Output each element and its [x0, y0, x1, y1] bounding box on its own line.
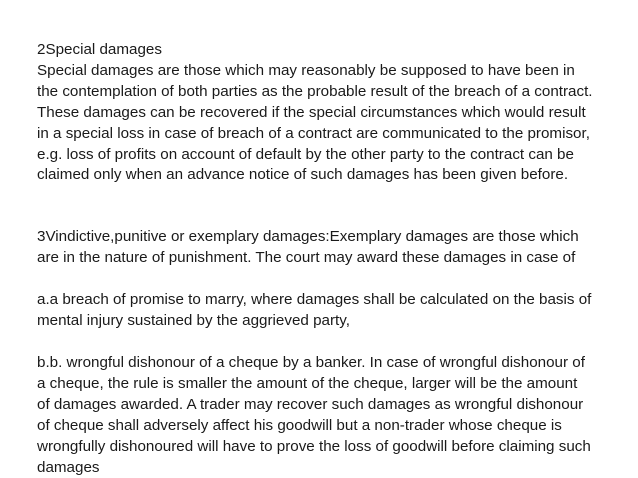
item-b-line: wrongfully dishonoured will have to prove the loss of goodwill before claiming such [37, 437, 591, 455]
special-damages-line: These damages can be recovered if the special circumstances which would result [37, 103, 586, 121]
special-damages-section [37, 40, 627, 186]
vindictive-damages-section [37, 227, 627, 269]
item-a-line: mental injury sustained by the aggrieved party, [37, 312, 350, 330]
special-damages-line: claimed only when an advance notice of such damages has been given before. [37, 166, 569, 184]
document-text [37, 40, 627, 478]
item-a-line: a.a breach of promise to marry, where damages shall be calculated on the basis of [37, 291, 592, 309]
item-b-paragraph [37, 353, 627, 478]
item-a-paragraph [37, 290, 627, 332]
vindictive-damages-line: 3Vindictive,punitive or exemplary damages:Exemplary damages are those which [37, 228, 579, 246]
special-damages-line: in a special loss in case of breach of a contract are communicated to the promisor, [37, 124, 590, 142]
item-b-line: damages [37, 458, 100, 476]
paragraph-spacer [37, 269, 627, 290]
item-b-line: of cheque shall adversely affect his goodwill but a non-trader whose cheque is [37, 416, 562, 434]
special-damages-line: the contemplation of both parties as the probable result of the breach of a contract. [37, 82, 593, 100]
special-damages-heading: 2Special damages [37, 41, 162, 58]
item-b-line: of damages awarded. A trader may recover such damages as wrongful dishonour [37, 395, 584, 413]
item-b-line: a cheque, the rule is smaller the amount of the cheque, larger will be the amount [37, 374, 578, 392]
special-damages-line: Special damages are those which may reasonably be supposed to have been in [37, 61, 575, 79]
special-damages-line: e.g. loss of profits on account of default by the other party to the contract can be [37, 145, 574, 163]
item-b-line: b.b. wrongful dishonour of a cheque by a banker. In case of wrongful dishonour of [37, 353, 585, 371]
vindictive-damages-line: are in the nature of punishment. The court may award these damages in case of [37, 249, 576, 267]
paragraph-spacer [37, 332, 627, 353]
paragraph-spacer [37, 186, 627, 227]
